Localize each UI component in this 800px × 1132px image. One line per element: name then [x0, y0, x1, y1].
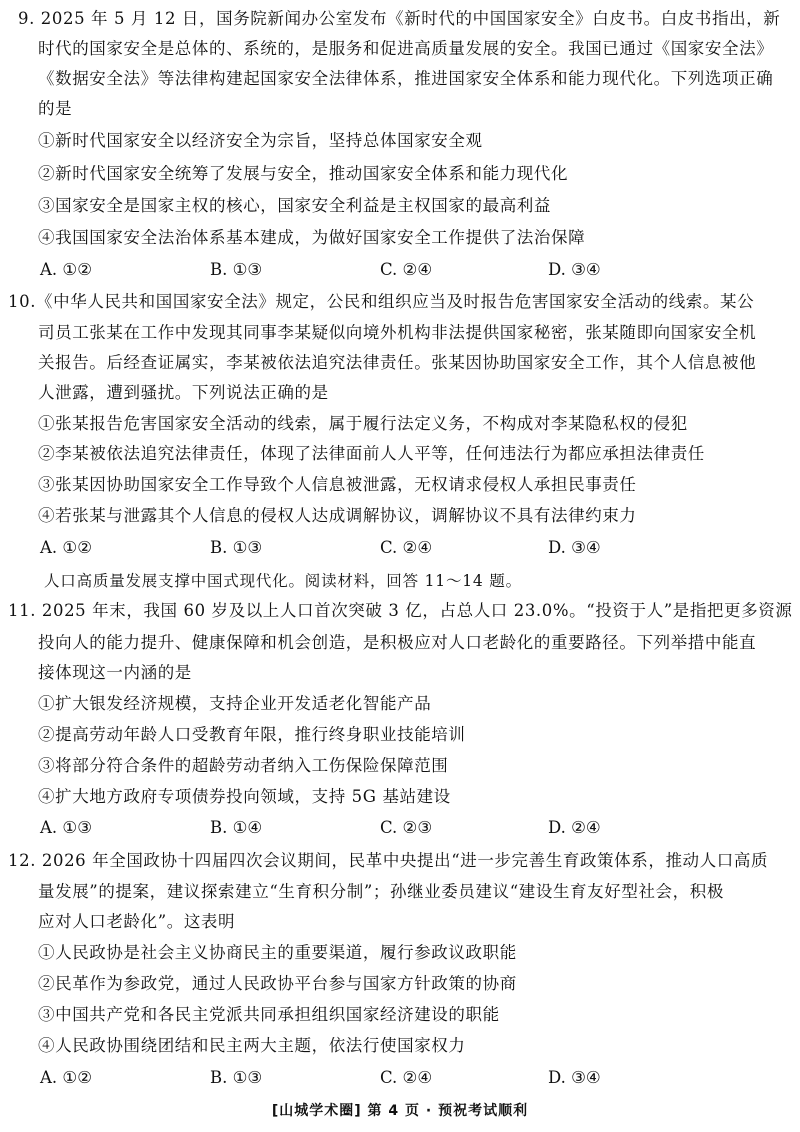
- statement-item: ③将部分符合条件的超龄劳动者纳入工伤保险保障范围: [38, 756, 449, 775]
- option-b: B. ①③: [210, 260, 263, 279]
- option-d: D. ③④: [548, 1068, 601, 1087]
- question-stem-line: 《数据安全法》等法律构建起国家安全法律体系，推进国家安全体系和能力现代化。下列选项正确: [38, 69, 774, 88]
- option-b: B. ①③: [210, 538, 263, 557]
- option-c: C. ②④: [380, 538, 433, 557]
- statement-item: ④人民政协围绕团结和民主两大主题，依法行使国家权力: [38, 1036, 466, 1055]
- question-stem-line: 接体现这一内涵的是: [38, 663, 192, 682]
- question-stem-line: 投向人的能力提升、健康保障和机会创造，是积极应对人口老龄化的重要路径。下列举措中能直: [38, 633, 757, 652]
- option-b: B. ①④: [210, 818, 263, 837]
- material-intro: 人口高质量发展支撑中国式现代化。阅读材料，回答 11～14 题。: [44, 572, 522, 590]
- option-a: A. ①②: [40, 538, 92, 557]
- option-a: A. ①②: [40, 260, 92, 279]
- question-stem-line: 的是: [38, 99, 73, 118]
- statement-item: ①人民政协是社会主义协商民主的重要渠道，履行参政议政职能: [38, 943, 517, 962]
- option-c: C. ②③: [380, 818, 433, 837]
- statement-item: ③中国共产党和各民主党派共同承担组织国家经济建设的职能: [38, 1005, 500, 1024]
- statement-item: ④扩大地方政府专项债券投向领域，支持 5G 基站建设: [38, 787, 451, 806]
- statement-item: ②民革作为参政党，通过人民政协平台参与国家方针政策的协商: [38, 974, 517, 993]
- question-stem-line: 10.《中华人民共和国国家安全法》规定，公民和组织应当及时报告危害国家安全活动的线索。某公: [8, 292, 755, 311]
- question-stem-line: 量发展”的提案，建议探索建立“生育积分制”；孙继业委员建议“建设生育友好型社会，积极: [38, 882, 724, 901]
- statement-item: ②提高劳动年龄人口受教育年限，推行终身职业技能培训: [38, 725, 466, 744]
- statement-item: ①张某报告危害国家安全活动的线索，属于履行法定义务，不构成对李某隐私权的侵犯: [38, 414, 688, 433]
- question-stem-line: 时代的国家安全是总体的、系统的，是服务和促进高质量发展的安全。我国已通过《国家安全法》: [38, 39, 774, 58]
- option-c: C. ②④: [380, 260, 433, 279]
- question-stem-line: 应对人口老龄化”。这表明: [38, 912, 236, 931]
- question-stem-line: 12. 2026 年全国政协十四届四次会议期间，民革中央提出“进一步完善生育政策体系，推动人口高质: [8, 851, 769, 870]
- page-footer: [山城学术圈] 第 4 页 · 预祝考试顺利: [271, 1103, 529, 1119]
- question-stem-line: 11. 2025 年末，我国 60 岁及以上人口首次突破 3 亿，占总人口 23.0%。“投资于人”是指把更多资源: [8, 601, 793, 620]
- option-a: A. ①②: [40, 1068, 92, 1087]
- question-stem-line: 司员工张某在工作中发现其同事李某疑似向境外机构非法提供国家秘密，张某随即向国家安全机: [38, 323, 757, 342]
- option-d: D. ③④: [548, 260, 601, 279]
- statement-item: ④我国国家安全法治体系基本建成，为做好国家安全工作提供了法治保障: [38, 228, 586, 247]
- statement-item: ④若张某与泄露其个人信息的侵权人达成调解协议，调解协议不具有法律约束力: [38, 506, 637, 525]
- option-d: D. ②④: [548, 818, 601, 837]
- statement-item: ②新时代国家安全统筹了发展与安全，推动国家安全体系和能力现代化: [38, 164, 569, 183]
- statement-item: ①新时代国家安全以经济安全为宗旨，坚持总体国家安全观: [38, 131, 483, 150]
- option-d: D. ③④: [548, 538, 601, 557]
- statement-item: ③国家安全是国家主权的核心，国家安全利益是主权国家的最高利益: [38, 196, 551, 215]
- statement-item: ②李某被依法追究法律责任，体现了法律面前人人平等，任何违法行为都应承担法律责任: [38, 444, 705, 463]
- question-stem-line: 人泄露，遭到骚扰。下列说法正确的是: [38, 383, 329, 402]
- question-stem-line: 关报告。后经查证属实，李某被依法追究法律责任。张某因协助国家安全工作，其个人信息被他: [38, 353, 757, 372]
- statement-item: ③张某因协助国家安全工作导致个人信息被泄露，无权请求侵权人承担民事责任: [38, 475, 637, 494]
- statement-item: ①扩大银发经济规模，支持企业开发适老化智能产品: [38, 694, 432, 713]
- option-a: A. ①③: [40, 818, 92, 837]
- question-stem-line: 9. 2025 年 5 月 12 日，国务院新闻办公室发布《新时代的中国国家安全》白皮书。白皮书指出，新: [18, 9, 781, 28]
- option-b: B. ①③: [210, 1068, 263, 1087]
- option-c: C. ②④: [380, 1068, 433, 1087]
